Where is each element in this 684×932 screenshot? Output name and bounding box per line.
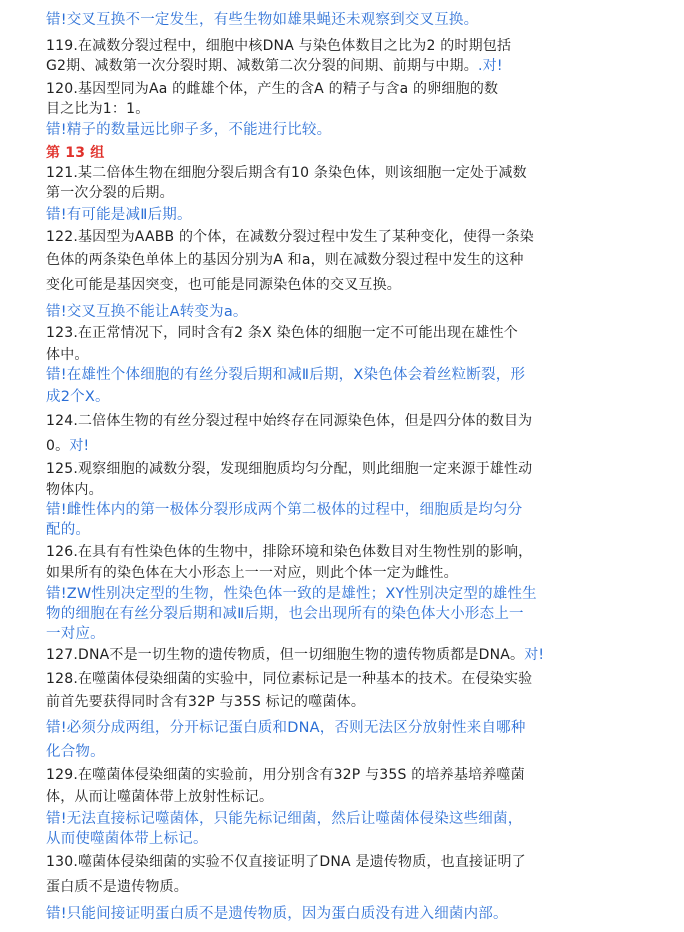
line-text: 变化可能是基因突变，也可能是同源染色体的交叉互换。 — [46, 277, 401, 293]
question-line — [46, 275, 652, 295]
answer-line — [46, 387, 652, 407]
question-line — [46, 436, 652, 456]
question-line — [46, 36, 652, 56]
line-text: 120.基因型同为Aa 的雌雄个体，产生的含A 的精子与含a 的卵细胞的数 — [46, 81, 499, 97]
answer-line — [46, 604, 652, 624]
line-text: 物的细胞在有丝分裂后期和减Ⅱ后期，也会出现所有的染色体大小形态上一 — [46, 606, 524, 622]
line-text: 127.DNA不是一切生物的遗传物质，但一切细胞生物的遗传物质都是DNA。 — [46, 647, 525, 663]
line-text: 体中。 — [46, 347, 89, 363]
question-line — [46, 852, 652, 872]
line-text: 成2个X。 — [46, 389, 110, 405]
answer-line — [46, 809, 652, 829]
question-line — [46, 765, 652, 785]
answer-line — [46, 904, 652, 924]
answer-correct-mark: 对! — [524, 647, 545, 663]
line-text: 一对应。 — [46, 626, 105, 642]
question-line — [46, 183, 652, 203]
line-text: 如果所有的染色体在大小形态上一一对应，则此个体一定为雌性。 — [46, 565, 458, 581]
answer-correct-mark: 对! — [69, 438, 90, 454]
question-line — [46, 345, 652, 365]
question-line — [46, 99, 652, 119]
question-line — [46, 459, 652, 479]
line-text: 第一次分裂的后期。 — [46, 185, 174, 201]
question-line — [46, 692, 652, 712]
answer-line — [46, 624, 652, 644]
line-text: 物体内。 — [46, 482, 103, 498]
line-text: 化合物。 — [46, 744, 105, 760]
answer-correct-mark: .对! — [477, 58, 503, 74]
group-heading — [46, 143, 652, 163]
line-text: 目之比为1：1。 — [46, 101, 150, 117]
line-text: 128.在噬菌体侵染细菌的实验中，同位素标记是一种基本的技术。在侵染实验 — [46, 671, 533, 687]
line-text: G2期、减数第一次分裂时期、减数第二次分裂的间期、前期与中期。 — [46, 58, 478, 74]
answer-line — [46, 520, 652, 540]
question-line — [46, 645, 652, 665]
line-text: 蛋白质不是遗传物质。 — [46, 879, 188, 895]
answer-line — [46, 742, 652, 762]
answer-line — [46, 120, 652, 140]
question-line — [46, 480, 652, 500]
question-line — [46, 163, 652, 183]
answer-line — [46, 500, 652, 520]
answer-line — [46, 302, 652, 322]
line-text: 123.在正常情况下，同时含有2 条X 染色体的细胞一定不可能出现在雄性个 — [46, 325, 518, 341]
line-text: 130.噬菌体侵染细菌的实验不仅直接证明了DNA 是遗传物质，也直接证明了 — [46, 854, 526, 870]
line-text: 124.二倍体生物的有丝分裂过程中始终存在同源染色体，但是四分体的数目为 — [46, 413, 533, 429]
answer-line — [46, 829, 652, 849]
line-text: 121.某二倍体生物在细胞分裂后期含有10 条染色体，则该细胞一定处于减数 — [46, 165, 527, 181]
line-text: 第 13 组 — [46, 145, 105, 161]
line-text: 0。 — [46, 438, 70, 454]
question-line — [46, 250, 652, 270]
line-text: 错!交叉互换不一定发生，有些生物如雄果蝇还未观察到交叉互换。 — [46, 12, 479, 28]
line-text: 129.在噬菌体侵染细菌的实验前，用分别含有32P 与35S 的培养基培养噬菌 — [46, 767, 525, 783]
line-text: 119.在减数分裂过程中，细胞中核DNA 与染色体数目之比为2 的时期包括 — [46, 38, 512, 54]
line-text: 错!在雄性个体细胞的有丝分裂后期和减Ⅱ后期，X染色体会着丝粒断裂，形 — [46, 367, 526, 383]
line-text: 122.基因型为AABB 的个体，在减数分裂过程中发生了某种变化，使得一条染 — [46, 229, 534, 245]
question-line — [46, 323, 652, 343]
question-line — [46, 227, 652, 247]
line-text: 错!有可能是减Ⅱ后期。 — [46, 207, 192, 223]
line-text: 错!精子的数量远比卵子多，不能进行比较。 — [46, 122, 332, 138]
answer-line — [46, 205, 652, 225]
line-text: 体，从而让噬菌体带上放射性标记。 — [46, 789, 274, 805]
line-text: 错!必须分成两组，分开标记蛋白质和DNA，否则无法区分放射性来自哪种 — [46, 720, 526, 736]
line-text: 错!雌性体内的第一极体分裂形成两个第二极体的过程中，细胞质是均匀分 — [46, 502, 523, 518]
answer-line — [46, 10, 652, 30]
line-text: 错!ZW性别决定型的生物，性染色体一致的是雄性；XY性别决定型的雄性生 — [46, 586, 537, 602]
answer-line — [46, 584, 652, 604]
line-text: 126.在具有有性染色体的生物中，排除环境和染色体数目对生物性别的影响， — [46, 544, 533, 560]
question-line — [46, 877, 652, 897]
answer-line — [46, 365, 652, 385]
question-line — [46, 669, 652, 689]
question-line — [46, 79, 652, 99]
line-text: 从而使噬菌体带上标记。 — [46, 831, 208, 847]
line-text: 125.观察细胞的减数分裂，发现细胞质均匀分配，则此细胞一定来源于雄性动 — [46, 461, 533, 477]
line-text: 错!无法直接标记噬菌体，只能先标记细菌，然后让噬菌体侵染这些细菌， — [46, 811, 523, 827]
question-line — [46, 542, 652, 562]
answer-line — [46, 718, 652, 738]
line-text: 前首先要获得同时含有32P 与35S 标记的噬菌体。 — [46, 694, 366, 710]
line-text: 色体的两条染色单体上的基因分别为A 和a，则在减数分裂过程中发生的这种 — [46, 252, 524, 268]
line-text: 错!交叉互换不能让A转变为a。 — [46, 304, 248, 320]
line-text: 错!只能间接证明蛋白质不是遗传物质，因为蛋白质没有进入细菌内部。 — [46, 906, 508, 922]
line-text: 配的。 — [46, 522, 91, 538]
question-line — [46, 787, 652, 807]
question-line — [46, 411, 652, 431]
question-line — [46, 563, 652, 583]
question-line — [46, 56, 652, 76]
